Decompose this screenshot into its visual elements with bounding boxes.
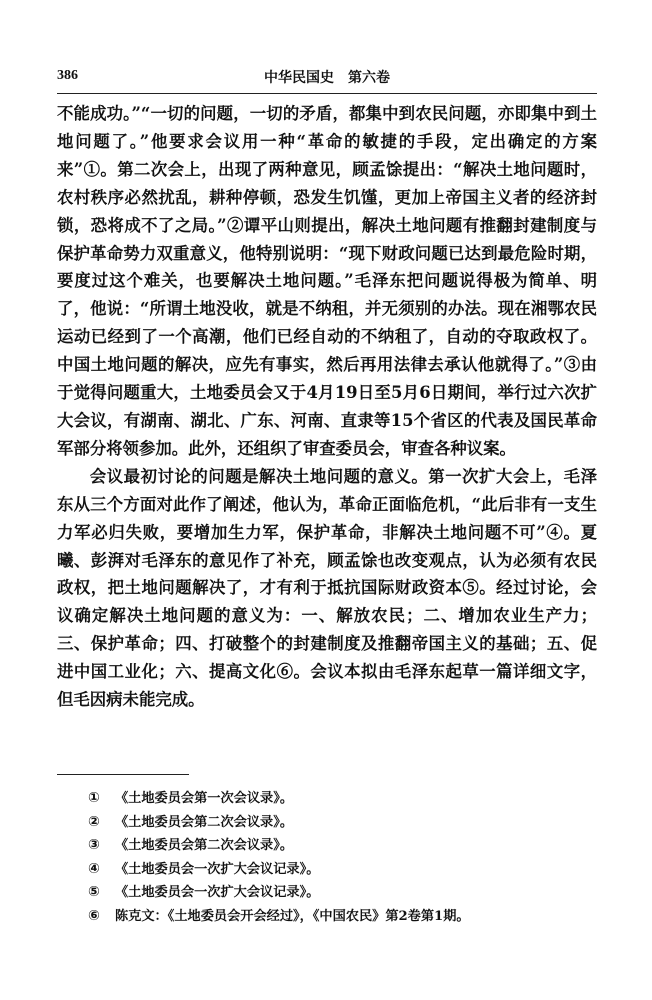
main-text (57, 100, 597, 714)
header-rule (57, 93, 597, 94)
page-header (57, 66, 597, 88)
footnote-item (88, 858, 598, 882)
paragraph: 会议最初讨论的问题是解决土地问题的意义。第一次扩大会上，毛泽东从三个方面对此作了阐述，他认为，革命正面临危机，“此后非有一支生力军必归失败，要增加生力军，保护革命，非解决土地问题不可”④。夏曦、彭湃对毛泽东的意见作了补充，顾孟馀也改变观点，认为必须有农民政权，把土地问题解决了，才有利于抵抗国际财政资本⑤。经过讨论，会议确定解决土地问题的意义为：一、解放农民；二、增加农业生产力；三、保护革命；四、打破整个的封建制度及推翻帝国主义的基础；五、促进中国工业化；六、提高文化⑥。会议本拟由毛泽东起草一篇详细文字，但毛因病未能完成。 (57, 466, 597, 710)
footnote-text: 《土地委员会第二次会议录》。 (115, 838, 294, 854)
footnote-marker: ② (88, 813, 100, 830)
footnote-marker: ⑥ (88, 907, 100, 924)
footnote-text: 《土地委员会一次扩大会议记录》。 (115, 885, 320, 901)
footnotes (88, 787, 598, 929)
paragraph-continued: 不能成功。”“一切的问题，一切的矛盾，都集中到农民问题，亦即集中到土地问题了。”他要求会议用一种“革命的敏捷的手段，定出确定的方案来”①。第二次会上，出现了两种意见，顾孟馀提出：“解决土地问题时，农村秩序必然扰乱，耕种停顿，恐发生饥馑，更加上帝国主义者的经济封锁，恐将成不了之局。”②谭平山则提出，解决土地问题有推翻封建制度与保护革命势力双重意义，他特别说明：“现下财政问题已达到最危险时期，要度过这个难关，也要解决土地问题。”毛泽东把问题说得极为简单、明了，他说：“所谓土地没收，就是不纳租，并无须别的办法。现在湘鄂农民运动已经到了一个高潮，他们已经自动的不纳租了，自动的夺取政权了。中国土地问题的解决，应先有事实，然后再用法律去承认他就得了。”③由于觉得问题重大，土地委员会又于4月19日至5月6日期间，举行过六次扩大会议，有湖南、湖北、广东、河南、直隶等15个省区的代表及国民革命军部分将领参加。此外，还组织了审查委员会，审查各种议案。 (57, 104, 597, 458)
footnote-item (88, 881, 598, 905)
footnote-item (88, 905, 598, 929)
footnote-text: 《土地委员会第二次会议录》。 (115, 814, 294, 830)
footnote-text: 陈克文：《土地委员会开会经过》，《中国农民》第2卷第1期。 (115, 908, 470, 924)
running-title: 中华民国史 第六卷 (264, 70, 390, 86)
footnote-marker: ④ (88, 860, 100, 877)
footnote-text: 《土地委员会一次扩大会议记录》。 (115, 861, 320, 877)
footnote-item (88, 787, 598, 811)
footnote-marker: ① (88, 790, 100, 806)
footnote-text: 《土地委员会第一次会议录》。 (115, 791, 294, 806)
footnote-marker: ⑤ (88, 884, 100, 901)
footnote-marker: ③ (88, 837, 100, 854)
footnote-item (88, 811, 598, 835)
footnote-item (88, 834, 598, 858)
page-number: 386 (57, 68, 78, 83)
footnote-rule (57, 774, 189, 775)
